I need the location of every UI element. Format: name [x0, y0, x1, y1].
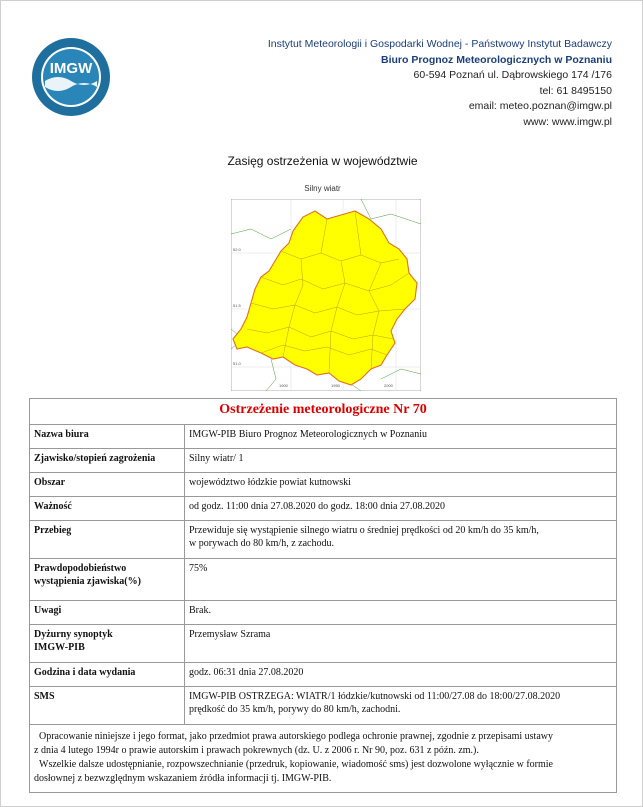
course-value	[185, 521, 617, 559]
issued-value: godz. 06:31 dnia 27.08.2020	[185, 663, 617, 687]
office-phone: tel: 61 8495150	[539, 84, 612, 97]
institute-name: Instytut Meteorologii i Gospodarki Wodnej - Państwowy Instytut Badawczy	[267, 38, 612, 50]
institute-header	[268, 37, 612, 130]
map-title: Zasięg ostrzeżenia w województwie	[227, 154, 418, 168]
sms-line-1: IMGW-PIB OSTRZEGA: WIATR/1 łódzkie/kutnowski od 11:00/27.08 do 18:00/27.08.2020	[189, 691, 561, 702]
forecaster-value: Przemysław Szrama	[185, 625, 617, 663]
sms-label: SMS	[30, 687, 185, 725]
map-subtitle: Silny wiatr	[304, 184, 341, 193]
office-website[interactable]: www: www.imgw.pl	[523, 115, 612, 128]
probability-value: 75%	[185, 559, 617, 601]
office-value: IMGW-PIB Biuro Prognoz Meteorologicznych w Poznaniu	[185, 425, 617, 449]
probability-label-line-1: Prawdopodobieństwo	[34, 563, 127, 574]
copyright-line-2: z dnia 4 lutego 1994r o prawie autorskim i prawach pokrewnych (dz. U. z 2006 r. Nr 90, poz. 631 z późn. zm.).	[34, 745, 479, 756]
forecaster-label	[30, 625, 185, 663]
voivodeship-map	[231, 199, 421, 391]
course-line-2: w porywach do 80 km/h, z zachodu.	[189, 538, 334, 549]
copyright-text-1a: Opracowanie niniejsze i jego format, jako przedmiot prawa autorskiego podlega ochronie prawnej, zgodnie z przepisami ustawy	[39, 731, 553, 742]
phenomenon-label: Zjawisko/stopień zagrożenia	[30, 449, 185, 473]
office-address: 60-594 Poznań ul. Dąbrowskiego 174 /176	[413, 69, 612, 81]
map-y-label-1: 52.0	[233, 247, 241, 252]
office-name: Biuro Prognoz Meteorologicznych w Poznaniu	[380, 53, 612, 66]
forecaster-label-line-2: IMGW-PIB	[34, 642, 85, 653]
validity-label: Ważność	[30, 497, 185, 521]
warning-title: Ostrzeżenie meteorologiczne Nr 70	[30, 399, 617, 425]
map-x-label-2: 1950	[331, 383, 340, 388]
phenomenon-value: Silny wiatr/ 1	[185, 449, 617, 473]
forecaster-label-line-1: Dyżurny synoptyk	[34, 629, 113, 640]
office-label: Nazwa biura	[30, 425, 185, 449]
sms-line-2: prędkość do 35 km/h, porywy do 80 km/h, zachodni.	[189, 704, 401, 715]
imgw-logo	[31, 37, 111, 117]
logo-text: IMGW	[49, 60, 93, 77]
office-email[interactable]: email: meteo.poznan@imgw.pl	[468, 100, 612, 112]
course-line-1: Przewiduje się wystąpienie silnego wiatru o średniej prędkości od 20 km/h do 35 km/h,	[189, 525, 539, 536]
probability-label	[30, 559, 185, 601]
copyright-line-1	[34, 730, 612, 744]
copyright-text-2a: Wszelkie dalsze udostępnianie, rozpowszechnianie (przedruk, kopiowanie, wiadomość sms) jest dozwolone wyłącznie w formie	[39, 759, 553, 770]
validity-value: od godz. 11:00 dnia 27.08.2020 do godz. 18:00 dnia 27.08.2020	[185, 497, 617, 521]
area-label: Obszar	[30, 473, 185, 497]
course-label: Przebieg	[30, 521, 185, 559]
map-x-label-1: 1900	[279, 383, 288, 388]
probability-label-line-2: wystąpienia zjawiska(%)	[34, 576, 141, 587]
map-y-label-2: 51.5	[233, 303, 241, 308]
sms-value	[185, 687, 617, 725]
remarks-value: Brak.	[185, 601, 617, 625]
map-x-label-3: 2000	[384, 383, 393, 388]
issued-label: Godzina i data wydania	[30, 663, 185, 687]
warning-table	[29, 398, 617, 793]
copyright-line-3	[34, 758, 612, 772]
remarks-label: Uwagi	[30, 601, 185, 625]
map-y-label-3: 51.0	[233, 361, 241, 366]
area-value: województwo łódzkie powiat kutnowski	[185, 473, 617, 497]
copyright-line-4: dosłownej z bezwzględnym wskazaniem źródła informacji tj. IMGW-PIB.	[34, 773, 332, 784]
copyright-notice	[30, 725, 617, 793]
